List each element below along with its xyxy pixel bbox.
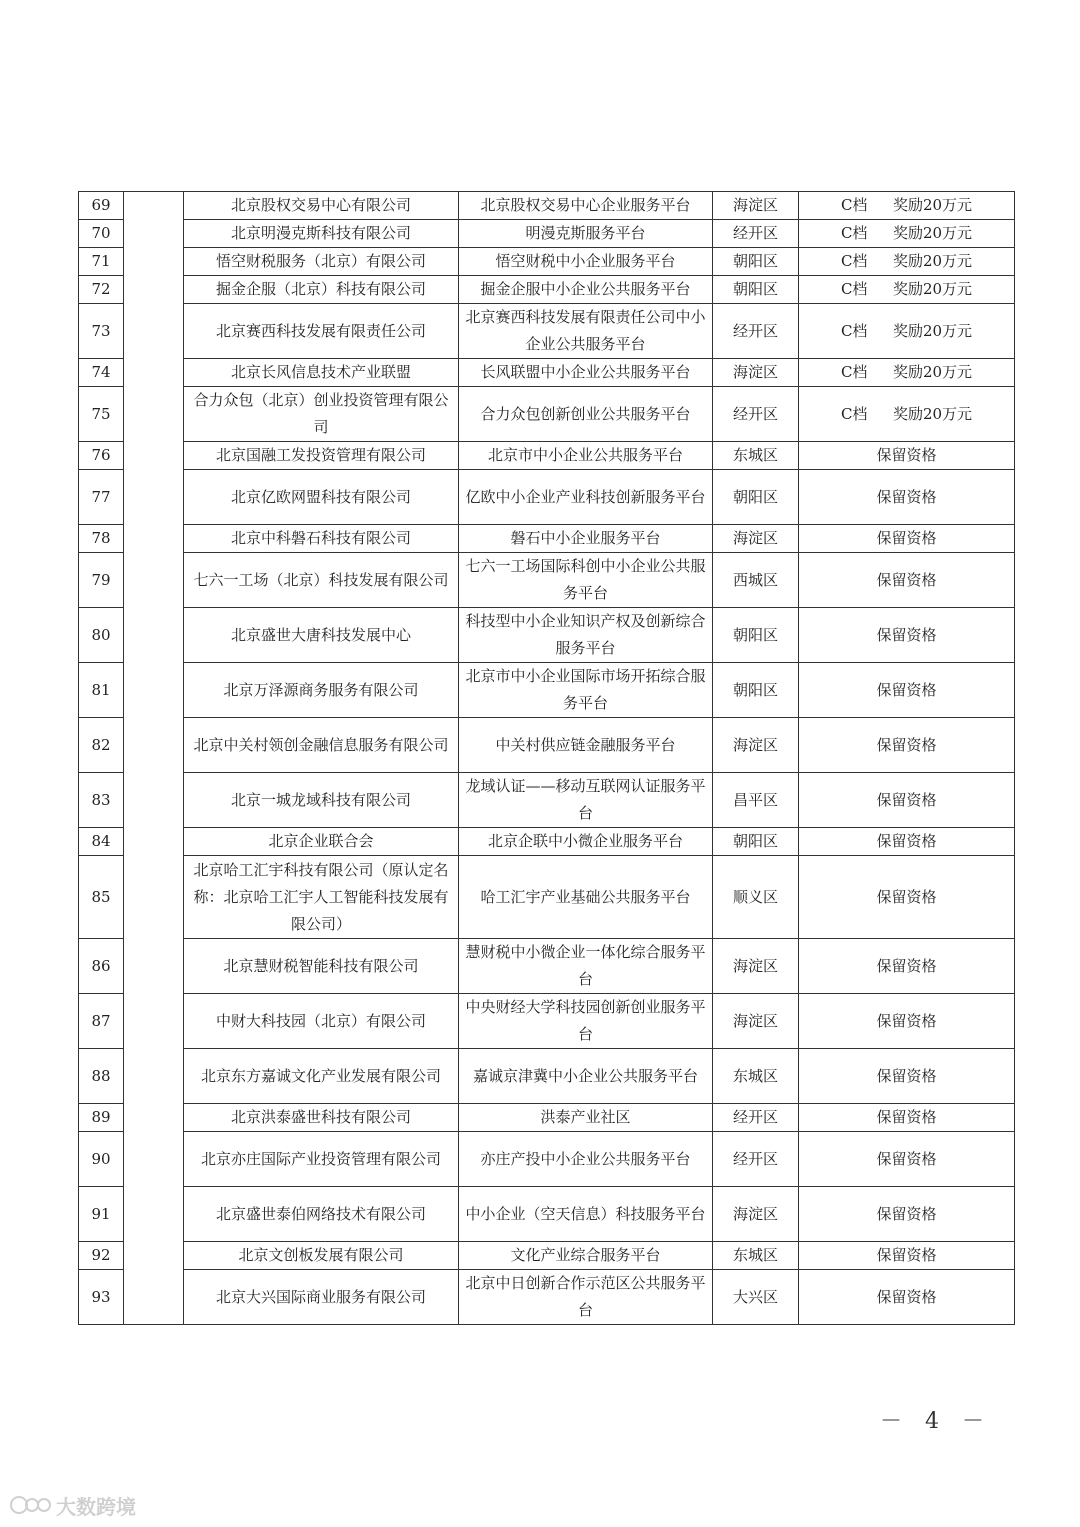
table-row (79, 525, 1015, 553)
district: 经开区 (713, 387, 799, 442)
table-row (79, 856, 1015, 939)
platform-name: 哈工汇宇产业基础公共服务平台 (459, 856, 713, 939)
result-status: 保留资格 (799, 470, 1015, 525)
award-cell (799, 220, 1015, 248)
award-grade: C档 (840, 224, 868, 242)
row-number: 71 (79, 248, 124, 276)
table-row (79, 1270, 1015, 1325)
row-number: 87 (79, 994, 124, 1049)
company-name: 北京赛西科技发展有限责任公司 (184, 304, 459, 359)
result-status: 保留资格 (799, 856, 1015, 939)
result-status: 保留资格 (799, 1242, 1015, 1270)
row-number: 82 (79, 718, 124, 773)
award-cell (799, 304, 1015, 359)
platform-name: 悟空财税中小企业服务平台 (459, 248, 713, 276)
company-name: 北京中关村领创金融信息服务有限公司 (184, 718, 459, 773)
company-name: 北京洪泰盛世科技有限公司 (184, 1104, 459, 1132)
company-name: 北京文创板发展有限公司 (184, 1242, 459, 1270)
table-row (79, 1132, 1015, 1187)
watermark-logo-icon (8, 1493, 52, 1517)
row-number: 78 (79, 525, 124, 553)
award-grade: C档 (840, 321, 868, 340)
platform-name: 北京企联中小微企业服务平台 (459, 828, 713, 856)
district: 海淀区 (713, 718, 799, 773)
merged-category-cell (124, 192, 184, 1325)
result-status: 保留资格 (799, 1270, 1015, 1325)
award-amount: 奖励20万元 (892, 321, 973, 340)
company-name: 北京国融工发投资管理有限公司 (184, 442, 459, 470)
district: 海淀区 (713, 359, 799, 387)
table-row (79, 248, 1015, 276)
platform-name: 明漫克斯服务平台 (459, 220, 713, 248)
table-row (79, 442, 1015, 470)
award-amount: 奖励20万元 (892, 224, 973, 242)
platform-name: 文化产业综合服务平台 (459, 1242, 713, 1270)
table-row (79, 1242, 1015, 1270)
platform-name: 中小企业（空天信息）科技服务平台 (459, 1187, 713, 1242)
row-number: 91 (79, 1187, 124, 1242)
district: 朝阳区 (713, 663, 799, 718)
award-amount: 奖励20万元 (892, 196, 973, 214)
result-status: 保留资格 (799, 608, 1015, 663)
row-number: 76 (79, 442, 124, 470)
district: 朝阳区 (713, 828, 799, 856)
row-number: 75 (79, 387, 124, 442)
platform-name: 亦庄产投中小企业公共服务平台 (459, 1132, 713, 1187)
result-status: 保留资格 (799, 828, 1015, 856)
results-table (78, 191, 1015, 1325)
row-number: 84 (79, 828, 124, 856)
platform-name: 磐石中小企业服务平台 (459, 525, 713, 553)
district: 海淀区 (713, 994, 799, 1049)
result-status: 保留资格 (799, 553, 1015, 608)
district: 海淀区 (713, 192, 799, 220)
district: 朝阳区 (713, 276, 799, 304)
district: 经开区 (713, 220, 799, 248)
row-number: 88 (79, 1049, 124, 1104)
watermark (8, 1492, 136, 1518)
platform-name: 嘉诚京津冀中小企业公共服务平台 (459, 1049, 713, 1104)
platform-name: 亿欧中小企业产业科技创新服务平台 (459, 470, 713, 525)
result-status: 保留资格 (799, 718, 1015, 773)
row-number: 92 (79, 1242, 124, 1270)
district: 经开区 (713, 1132, 799, 1187)
result-status: 保留资格 (799, 1049, 1015, 1104)
award-cell (799, 248, 1015, 276)
row-number: 77 (79, 470, 124, 525)
award-cell (799, 192, 1015, 220)
platform-name: 长风联盟中小企业公共服务平台 (459, 359, 713, 387)
district: 昌平区 (713, 773, 799, 828)
table-row (79, 220, 1015, 248)
platform-name: 北京赛西科技发展有限责任公司中小企业公共服务平台 (459, 304, 713, 359)
table-row (79, 773, 1015, 828)
award-amount: 奖励20万元 (892, 363, 973, 381)
district: 海淀区 (713, 1187, 799, 1242)
district: 东城区 (713, 442, 799, 470)
district: 经开区 (713, 304, 799, 359)
award-cell (799, 276, 1015, 304)
platform-name: 北京市中小企业国际市场开拓综合服务平台 (459, 663, 713, 718)
company-name: 北京大兴国际商业服务有限公司 (184, 1270, 459, 1325)
award-cell (799, 359, 1015, 387)
row-number: 83 (79, 773, 124, 828)
row-number: 72 (79, 276, 124, 304)
platform-name: 慧财税中小微企业一体化综合服务平台 (459, 939, 713, 994)
table-row (79, 828, 1015, 856)
table-row (79, 192, 1015, 220)
result-status: 保留资格 (799, 1132, 1015, 1187)
result-status: 保留资格 (799, 1187, 1015, 1242)
platform-name: 合力众包创新创业公共服务平台 (459, 387, 713, 442)
district: 朝阳区 (713, 470, 799, 525)
award-grade: C档 (840, 363, 868, 381)
row-number: 81 (79, 663, 124, 718)
platform-name: 龙域认证——移动互联网认证服务平台 (459, 773, 713, 828)
platform-name: 中关村供应链金融服务平台 (459, 718, 713, 773)
company-name: 中财大科技园（北京）有限公司 (184, 994, 459, 1049)
row-number: 70 (79, 220, 124, 248)
district: 西城区 (713, 553, 799, 608)
company-name: 北京东方嘉诚文化产业发展有限公司 (184, 1049, 459, 1104)
table-row (79, 1104, 1015, 1132)
result-status: 保留资格 (799, 442, 1015, 470)
table-row (79, 276, 1015, 304)
result-status: 保留资格 (799, 1104, 1015, 1132)
table-row (79, 359, 1015, 387)
award-cell (799, 387, 1015, 442)
company-name: 北京股权交易中心有限公司 (184, 192, 459, 220)
award-amount: 奖励20万元 (892, 252, 973, 270)
award-grade: C档 (840, 280, 868, 298)
table-row (79, 663, 1015, 718)
company-name: 北京慧财税智能科技有限公司 (184, 939, 459, 994)
district: 朝阳区 (713, 608, 799, 663)
district: 顺义区 (713, 856, 799, 939)
result-status: 保留资格 (799, 773, 1015, 828)
district: 大兴区 (713, 1270, 799, 1325)
award-grade: C档 (840, 404, 868, 423)
platform-name: 北京市中小企业公共服务平台 (459, 442, 713, 470)
company-name: 悟空财税服务（北京）有限公司 (184, 248, 459, 276)
company-name: 掘金企服（北京）科技有限公司 (184, 276, 459, 304)
table-row (79, 1049, 1015, 1104)
company-name: 北京盛世大唐科技发展中心 (184, 608, 459, 663)
company-name: 北京企业联合会 (184, 828, 459, 856)
row-number: 90 (79, 1132, 124, 1187)
row-number: 69 (79, 192, 124, 220)
table-row (79, 470, 1015, 525)
platform-name: 洪泰产业社区 (459, 1104, 713, 1132)
company-name: 北京哈工汇宇科技有限公司（原认定名称：北京哈工汇宇人工智能科技发展有限公司） (184, 856, 459, 939)
company-name: 北京盛世泰伯网络技术有限公司 (184, 1187, 459, 1242)
result-status: 保留资格 (799, 525, 1015, 553)
platform-name: 掘金企服中小企业公共服务平台 (459, 276, 713, 304)
company-name: 北京亦庄国际产业投资管理有限公司 (184, 1132, 459, 1187)
platform-name: 北京股权交易中心企业服务平台 (459, 192, 713, 220)
company-name: 合力众包（北京）创业投资管理有限公司 (184, 387, 459, 442)
platform-name: 科技型中小企业知识产权及创新综合服务平台 (459, 608, 713, 663)
table-row (79, 553, 1015, 608)
platform-name: 七六一工场国际科创中小企业公共服务平台 (459, 553, 713, 608)
district: 海淀区 (713, 939, 799, 994)
district: 经开区 (713, 1104, 799, 1132)
platform-name: 中央财经大学科技园创新创业服务平台 (459, 994, 713, 1049)
row-number: 93 (79, 1270, 124, 1325)
award-amount: 奖励20万元 (892, 404, 973, 423)
table-row (79, 304, 1015, 359)
row-number: 74 (79, 359, 124, 387)
table-row (79, 718, 1015, 773)
award-grade: C档 (840, 196, 868, 214)
row-number: 80 (79, 608, 124, 663)
company-name: 北京明漫克斯科技有限公司 (184, 220, 459, 248)
row-number: 73 (79, 304, 124, 359)
result-status: 保留资格 (799, 939, 1015, 994)
company-name: 北京亿欧网盟科技有限公司 (184, 470, 459, 525)
table-row (79, 1187, 1015, 1242)
district: 朝阳区 (713, 248, 799, 276)
table-row (79, 939, 1015, 994)
company-name: 北京万泽源商务服务有限公司 (184, 663, 459, 718)
row-number: 89 (79, 1104, 124, 1132)
row-number: 79 (79, 553, 124, 608)
district: 东城区 (713, 1049, 799, 1104)
company-name: 七六一工场（北京）科技发展有限公司 (184, 553, 459, 608)
row-number: 85 (79, 856, 124, 939)
award-grade: C档 (840, 252, 868, 270)
district: 海淀区 (713, 525, 799, 553)
row-number: 86 (79, 939, 124, 994)
result-status: 保留资格 (799, 663, 1015, 718)
award-amount: 奖励20万元 (892, 280, 973, 298)
table-row (79, 387, 1015, 442)
result-status: 保留资格 (799, 994, 1015, 1049)
company-name: 北京中科磐石科技有限公司 (184, 525, 459, 553)
watermark-text: 大数跨境 (56, 1494, 136, 1519)
platform-name: 北京中日创新合作示范区公共服务平台 (459, 1270, 713, 1325)
district: 东城区 (713, 1242, 799, 1270)
table-row (79, 994, 1015, 1049)
table-row (79, 608, 1015, 663)
company-name: 北京一城龙域科技有限公司 (184, 773, 459, 828)
company-name: 北京长风信息技术产业联盟 (184, 359, 459, 387)
page-number: － 4 － (880, 1409, 992, 1434)
